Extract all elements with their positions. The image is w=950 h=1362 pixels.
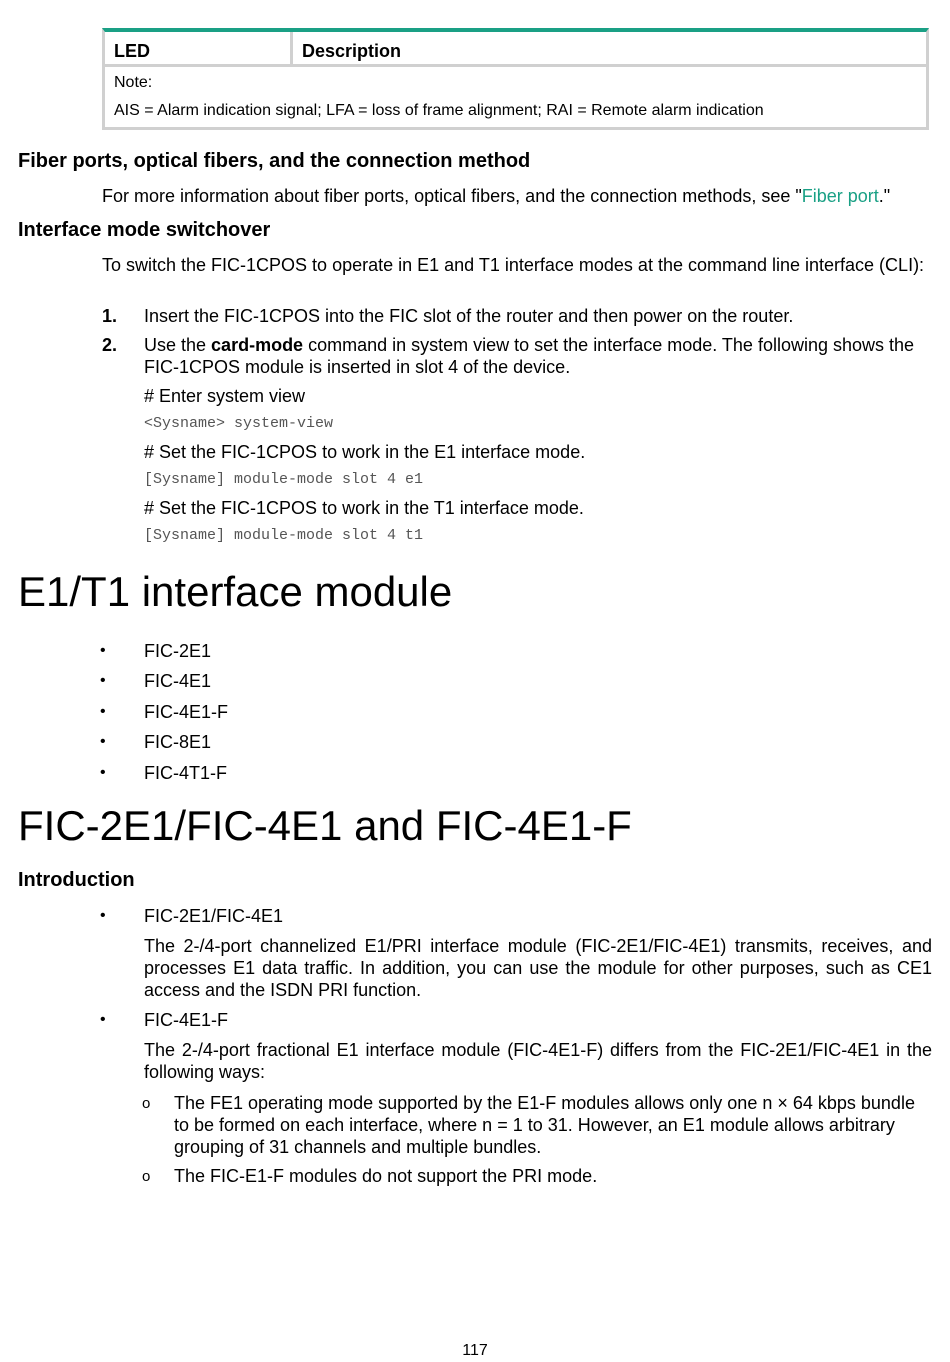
bullet-icon: •: [100, 672, 106, 689]
fic-item1-title: FIC-2E1/FIC-4E1: [144, 906, 284, 926]
switchover-heading: Interface mode switchover: [18, 219, 271, 241]
bullet-icon: •: [100, 764, 106, 781]
command-t1-mode: [Sysname] module-mode slot 4 t1: [144, 527, 424, 544]
introduction-heading: Introduction: [18, 869, 135, 891]
table-header-led: LED: [105, 32, 293, 64]
e1t1-title: E1/T1 interface module: [18, 568, 453, 615]
bullet-icon: •: [100, 703, 106, 720]
circle-bullet-icon: o: [142, 1095, 151, 1112]
bullet-icon: •: [100, 733, 106, 750]
step2-number: 2.: [102, 335, 118, 355]
command-e1-mode: [Sysname] module-mode slot 4 e1: [144, 471, 424, 488]
step1-text: Insert the FIC-1CPOS into the FIC slot of the router and then power on the router.: [144, 306, 794, 326]
command-system-view: <Sysname> system-view: [144, 415, 334, 432]
fic-item2-text: The 2-/4-port fractional E1 interface module (FIC-4E1-F) differs from the FIC-2E1/FIC-4E1 in the following ways:: [144, 1040, 932, 1082]
fic-item2-title: FIC-4E1-F: [144, 1010, 229, 1030]
comment-enter-system-view: # Enter system view: [144, 386, 306, 406]
step2-text: [144, 334, 932, 378]
module-item: FIC-4E1: [144, 671, 212, 691]
note-label: Note:: [114, 74, 153, 91]
page-number: 117: [462, 1342, 488, 1359]
comment-t1-mode: # Set the FIC-1CPOS to work in the T1 interface mode.: [144, 498, 584, 518]
module-item: FIC-4E1-F: [144, 702, 229, 722]
led-table: [102, 28, 929, 130]
bullet-icon: •: [100, 907, 106, 924]
note-text: AIS = Alarm indication signal; LFA = loss of frame alignment; RAI = Remote alarm indication: [114, 102, 764, 119]
step1-number: 1.: [102, 306, 118, 326]
table-header-row: [105, 32, 926, 67]
module-item: FIC-4T1-F: [144, 763, 227, 783]
step2-command-name: card-mode: [211, 335, 304, 355]
module-item: FIC-8E1: [144, 732, 212, 752]
step2-pre: Use the: [144, 335, 212, 355]
fiber-heading: Fiber ports, optical fibers, and the connection method: [18, 150, 531, 172]
fiber-text-before: For more information about fiber ports, optical fibers, and the connection methods, see ": [102, 186, 802, 206]
fiber-paragraph: [102, 185, 932, 207]
fic-sub2-text: The FIC-E1-F modules do not support the PRI mode.: [174, 1166, 598, 1186]
circle-bullet-icon: o: [142, 1168, 151, 1185]
fiber-text-after: .": [878, 186, 891, 206]
fic-sub1-text: The FE1 operating mode supported by the E1-F modules allows only one n × 64 kbps bundle to be formed on each interface, where n = 1 to 31. However, an E1 module allows arbitrary grouping of 31 channels and multiple bundles.: [174, 1093, 915, 1157]
bullet-icon: •: [100, 642, 106, 659]
fic-title: FIC-2E1/FIC-4E1 and FIC-4E1-F: [18, 802, 632, 849]
table-header-description: Description: [302, 41, 402, 61]
switchover-intro: To switch the FIC-1CPOS to operate in E1 and T1 interface modes at the command line interface (CLI):: [102, 255, 925, 275]
bullet-icon: •: [100, 1011, 106, 1028]
comment-e1-mode: # Set the FIC-1CPOS to work in the E1 interface mode.: [144, 442, 586, 462]
module-item: FIC-2E1: [144, 641, 212, 661]
table-note: [105, 67, 926, 127]
fic-item1-text: The 2-/4-port channelized E1/PRI interface module (FIC-2E1/FIC-4E1) transmits, receives, and processes E1 data traffic. In addition, you can use the module for other purposes, such as CE1 access and the ISDN PRI function.: [144, 936, 932, 1000]
fiber-port-link[interactable]: Fiber port: [801, 186, 879, 206]
step2-post: command in system view to set the interface mode. The following shows the FIC-1CPOS module is inserted in slot 4 of the device.: [144, 335, 915, 377]
